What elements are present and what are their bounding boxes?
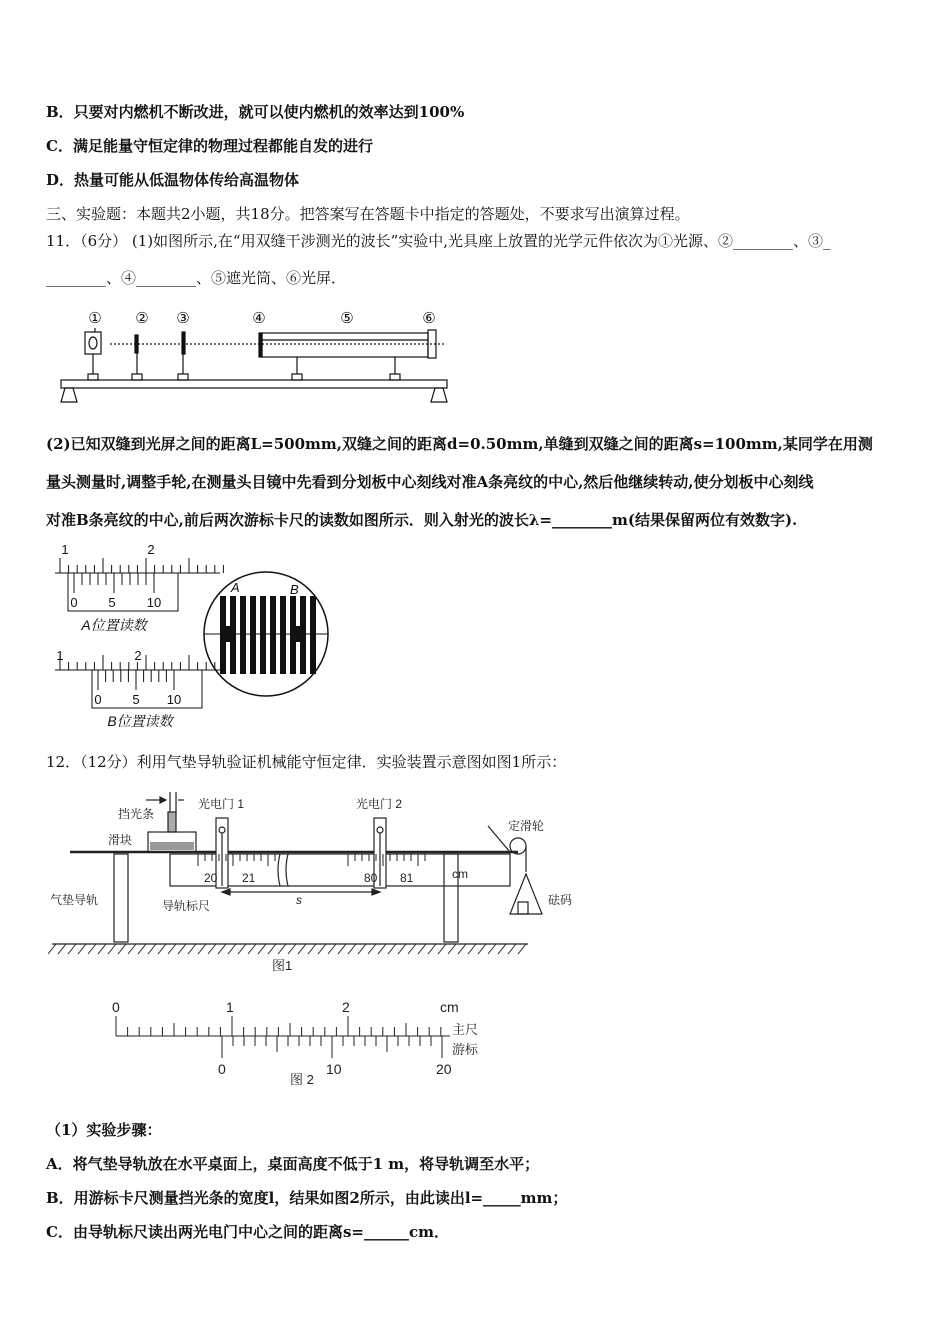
- bright-fringe: [290, 596, 296, 674]
- bright-fringe: [270, 596, 276, 674]
- ground-hatch-line: [458, 944, 466, 954]
- ground-hatch-line: [318, 944, 326, 954]
- ground-hatch-line: [248, 944, 256, 954]
- fringe-label-b: B: [290, 582, 299, 597]
- bright-fringe: [280, 596, 286, 674]
- fringe-label-a: A: [231, 580, 240, 595]
- main-label: 主尺: [452, 1022, 479, 1037]
- label-ruler: 导轨标尺: [162, 899, 211, 913]
- q12-line: 12．（12分）利用气垫导轨验证机械能守恒定律．实验装置示意图如图1所示：: [46, 753, 567, 771]
- option-b: B．只要对内燃机不断改进，就可以使内燃机的效率达到100%: [46, 103, 465, 121]
- vern-20: 20: [436, 1061, 452, 1077]
- b-vern-0: 0: [94, 692, 102, 707]
- ground-hatch-line: [238, 944, 246, 954]
- ground-hatch-line: [378, 944, 386, 954]
- bright-fringe: [260, 596, 266, 674]
- ground-hatch-line: [498, 944, 506, 954]
- a-vern-0: 0: [70, 595, 78, 610]
- figure-1-caption: 图1: [272, 958, 293, 973]
- ground-hatch-line: [408, 944, 416, 954]
- label-2: ②: [135, 310, 149, 327]
- ruler-20: 20: [204, 871, 218, 885]
- ground-hatch-line: [88, 944, 96, 954]
- vernier-label: 游标: [452, 1042, 479, 1057]
- a-caption: A位置读数: [81, 617, 147, 633]
- option-d: D．热量可能从低温物体传给高温物体: [46, 171, 300, 189]
- ground-hatch-line: [198, 944, 206, 954]
- ground-hatch-line: [328, 944, 336, 954]
- ground-hatch-line: [78, 944, 86, 954]
- vernier-fringe-figure: [50, 538, 340, 738]
- b-main-2: 2: [134, 648, 142, 663]
- label-slider: 滑块: [108, 833, 133, 847]
- a-main-2: 2: [147, 542, 155, 557]
- q11-line-3: (2)已知双缝到光屏之间的距离L=500mm,双缝之间的距离d=0.50mm,单缝到双缝之间的距离s=100mm,某同学在用测: [46, 435, 873, 453]
- ground-hatch-line: [428, 944, 436, 954]
- ground-hatch-line: [268, 944, 276, 954]
- label-3: ③: [176, 310, 190, 327]
- b-caption: B位置读数: [107, 713, 173, 729]
- ruler-21: 21: [242, 871, 256, 885]
- label-5: ⑤: [340, 310, 354, 327]
- q11-line-1: 11．（6分） (1)如图所示,在“用双缝干涉测光的波长”实验中,光具座上放置的光学元件依次为①光源、②________、③_: [46, 232, 831, 250]
- ground-hatch-line: [478, 944, 486, 954]
- ground-hatch-line: [228, 944, 236, 954]
- main-unit: cm: [440, 999, 459, 1015]
- ground-hatch-line: [298, 944, 306, 954]
- label-weight: 砝码: [548, 893, 573, 907]
- ground-hatch-line: [128, 944, 136, 954]
- ground-hatch-line: [338, 944, 346, 954]
- main-0: 0: [112, 999, 120, 1015]
- ground-hatch-line: [258, 944, 266, 954]
- ground-hatch-line: [288, 944, 296, 954]
- ground-hatch-line: [358, 944, 366, 954]
- ground-hatch-line: [148, 944, 156, 954]
- option-c: C．满足能量守恒定律的物理过程都能自发的进行: [46, 137, 373, 155]
- label-gate-2: 光电门 2: [356, 797, 403, 811]
- a-main-1: 1: [61, 542, 69, 557]
- ground-hatch-line: [108, 944, 116, 954]
- ruler-81: 81: [400, 871, 414, 885]
- section-heading: 三、实验题：本题共2小题，共18分。把答案写在答题卡中指定的答题处，不要求写出演算过程。: [46, 205, 690, 223]
- ground-hatch-line: [308, 944, 316, 954]
- b-vern-5: 5: [132, 692, 140, 707]
- label-s: s: [296, 893, 302, 907]
- ground-hatch-line: [168, 944, 176, 954]
- ground-hatch-line: [348, 944, 356, 954]
- ground-hatch-line: [418, 944, 426, 954]
- ground-hatch-line: [468, 944, 476, 954]
- ground-hatch-line: [508, 944, 516, 954]
- step-a: A．将气垫导轨放在水平桌面上，桌面高度不低于1 m，将导轨调至水平；: [46, 1155, 540, 1173]
- ground-hatch-line: [138, 944, 146, 954]
- ground-hatch-line: [448, 944, 456, 954]
- main-2: 2: [342, 999, 350, 1015]
- label-shade: 挡光条: [118, 807, 155, 821]
- ground-hatch-line: [398, 944, 406, 954]
- label-gate-1: 光电门 1: [198, 797, 245, 811]
- ruler-80: 80: [364, 871, 378, 885]
- vern-10: 10: [326, 1061, 342, 1077]
- ground-hatch-line: [278, 944, 286, 954]
- ground-hatch-line: [118, 944, 126, 954]
- ground-hatch-line: [208, 944, 216, 954]
- step-c: C．由导轨标尺读出两光电门中心之间的距离s=______cm．: [46, 1223, 449, 1241]
- q11-line-2: ________、④________、⑤遮光筒、⑥光屏．: [46, 269, 347, 287]
- ground-hatch-line: [68, 944, 76, 954]
- optical-bench-figure: [55, 302, 455, 410]
- ground-hatch-line: [518, 944, 526, 954]
- figure-2-caption: 图 2: [290, 1072, 314, 1087]
- vern-0: 0: [218, 1061, 226, 1077]
- ground-hatch-line: [438, 944, 446, 954]
- ground-hatch-line: [488, 944, 496, 954]
- ground-hatch-line: [388, 944, 396, 954]
- q11-line-5: 对准B条亮纹的中心,前后两次游标卡尺的读数如图所示．则入射光的波长λ=________m(结果保留两位有效数字).: [46, 511, 798, 529]
- ground-hatch-line: [98, 944, 106, 954]
- ground-hatch-line: [158, 944, 166, 954]
- ground-hatch-line: [58, 944, 66, 954]
- bright-fringe: [230, 596, 236, 674]
- ground-hatch-line: [218, 944, 226, 954]
- ruler-unit: cm: [452, 867, 468, 881]
- main-1: 1: [226, 999, 234, 1015]
- ground-hatch-line: [188, 944, 196, 954]
- ground-hatch-line: [178, 944, 186, 954]
- air-track-figure: [48, 786, 588, 976]
- ground-hatch-line: [48, 944, 56, 954]
- step-heading: （1）实验步骤：: [46, 1121, 162, 1139]
- label-6: ⑥: [422, 310, 436, 327]
- bright-fringe: [310, 596, 316, 674]
- label-track: 气垫导轨: [50, 893, 99, 907]
- a-vern-10: 10: [146, 595, 162, 610]
- bright-fringe: [250, 596, 256, 674]
- label-4: ④: [252, 310, 266, 327]
- label-1: ①: [88, 310, 102, 327]
- step-b: B．用游标卡尺测量挡光条的宽度l，结果如图2所示，由此读出l=_____mm；: [46, 1189, 568, 1207]
- caliper-figure: [100, 996, 510, 1088]
- b-vern-10: 10: [166, 692, 182, 707]
- b-main-1: 1: [56, 648, 64, 663]
- q11-line-4: 量头测量时,调整手轮,在测量头目镜中先看到分划板中心刻线对准A条亮纹的中心,然后他继续转动,使分划板中心刻线: [46, 473, 814, 491]
- a-vern-5: 5: [108, 595, 116, 610]
- bright-fringe: [240, 596, 246, 674]
- label-pulley: 定滑轮: [508, 819, 545, 833]
- ground-hatch-line: [368, 944, 376, 954]
